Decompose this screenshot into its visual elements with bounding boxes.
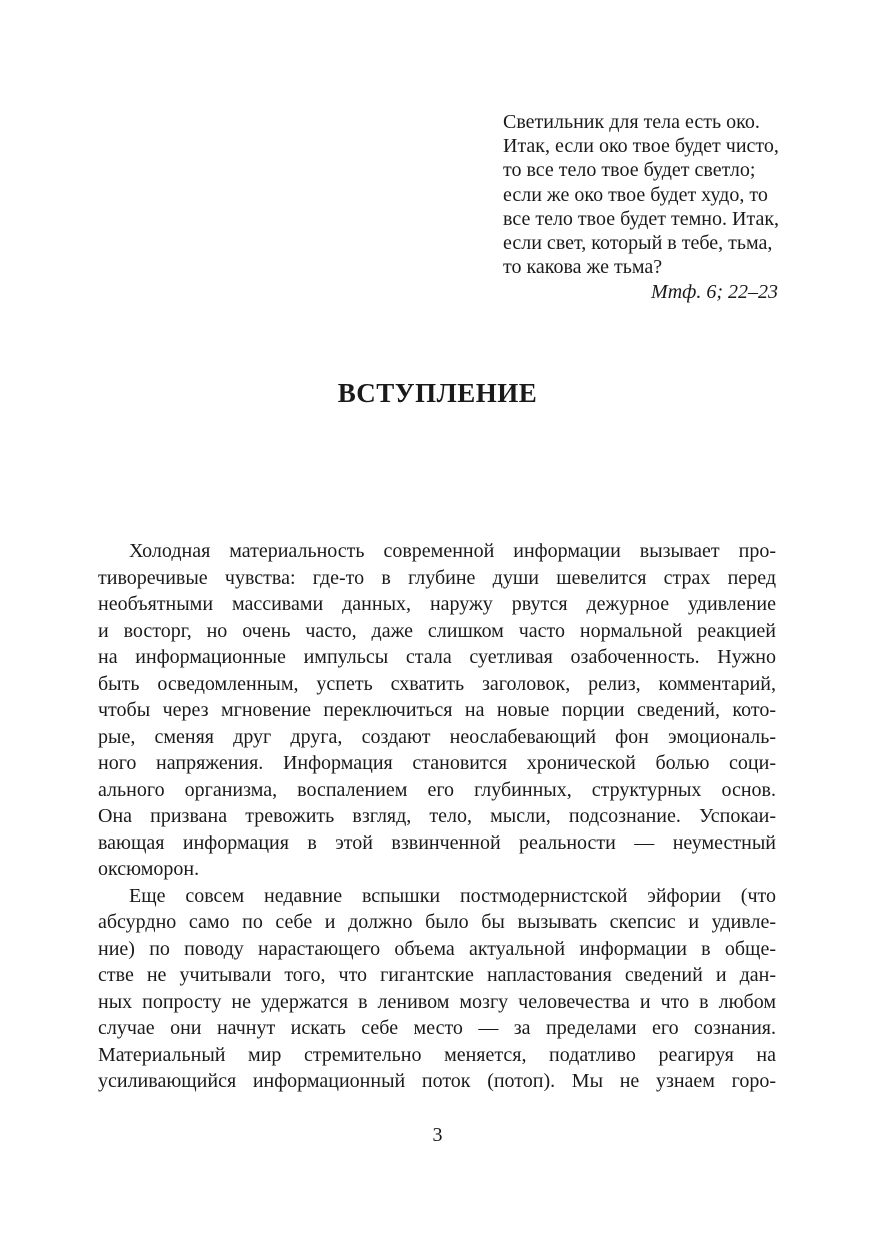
text-line: Материальный мир стремительно меняется, податливо реагируя на	[98, 1043, 776, 1066]
body-text	[98, 538, 776, 1095]
text-line: абсурдно само по себе и должно было бы вызывать скепсис и удивле-	[98, 911, 776, 933]
chapter-title: ВСТУПЛЕНИЕ	[337, 378, 538, 408]
paragraph-1	[98, 538, 776, 883]
epigraph-line: то какова же тьма?	[503, 256, 663, 279]
epigraph-source: Мтф. 6; 22–23	[651, 281, 778, 304]
text-line: ных попросту не удержатся в ленивом мозгу человечества и что в любом	[98, 990, 776, 1013]
text-line: быть осведомленным, успеть схватить заголовок, релиз, комментарий,	[98, 672, 776, 695]
text-line: и восторг, но очень часто, даже слишком часто нормальной реакцией	[98, 619, 776, 642]
text-line: случае они начнут искать себе место — за пределами его сознания.	[98, 1017, 776, 1039]
paragraph-2	[98, 883, 776, 1095]
epigraph-line: если свет, который в тебе, тьма,	[503, 232, 773, 255]
text-line: Холодная материальность современной информации вызывает про-	[129, 540, 776, 562]
epigraph-line: то все тело твое будет светло;	[503, 159, 756, 182]
text-line: чтобы через мгновение переключиться на новые порции сведений, кото-	[98, 699, 776, 721]
text-line: ного напряжения. Информация становится хронической болью соци-	[98, 752, 776, 774]
text-line: рые, сменяя друг друга, создают неослабевающий фон эмоциональ-	[98, 725, 776, 748]
page-number: 3	[432, 1124, 443, 1146]
text-line: необъятными массивами данных, наружу рвутся дежурное удивление	[98, 593, 776, 615]
text-line: вающая информация в этой взвинченной реальности — неуместный	[98, 831, 776, 854]
epigraph-line: Итак, если око твое будет чисто,	[503, 135, 779, 158]
text-line: Еще совсем недавние вспышки постмодернистской эйфории (что	[129, 884, 776, 907]
text-line: тиворечивые чувства: где-то в глубине души шевелится страх перед	[98, 566, 776, 589]
epigraph-line: все тело твое будет темно. Итак,	[503, 207, 780, 230]
epigraph	[503, 110, 778, 305]
text-line: усиливающийся информационный поток (потоп). Мы не узнаем горо-	[98, 1070, 776, 1092]
text-line: на информационные импульсы стала суетливая озабоченность. Нужно	[98, 646, 776, 668]
text-line: ального организма, воспалением его глубинных, структурных основ.	[98, 778, 776, 801]
text-line: стве не учитывали того, что гигантские напластования сведений и дан-	[98, 964, 776, 986]
epigraph-line: Светильник для тела есть око.	[503, 111, 760, 133]
epigraph-line: если же око твое будет худо, то	[503, 183, 768, 206]
text-line: оксюморон.	[98, 858, 200, 880]
text-line: Она призвана тревожить взгляд, тело, мысли, подсознание. Успокаи-	[98, 805, 776, 827]
text-line: ние) по поводу нарастающего объема актуальной информации в обще-	[98, 937, 776, 960]
